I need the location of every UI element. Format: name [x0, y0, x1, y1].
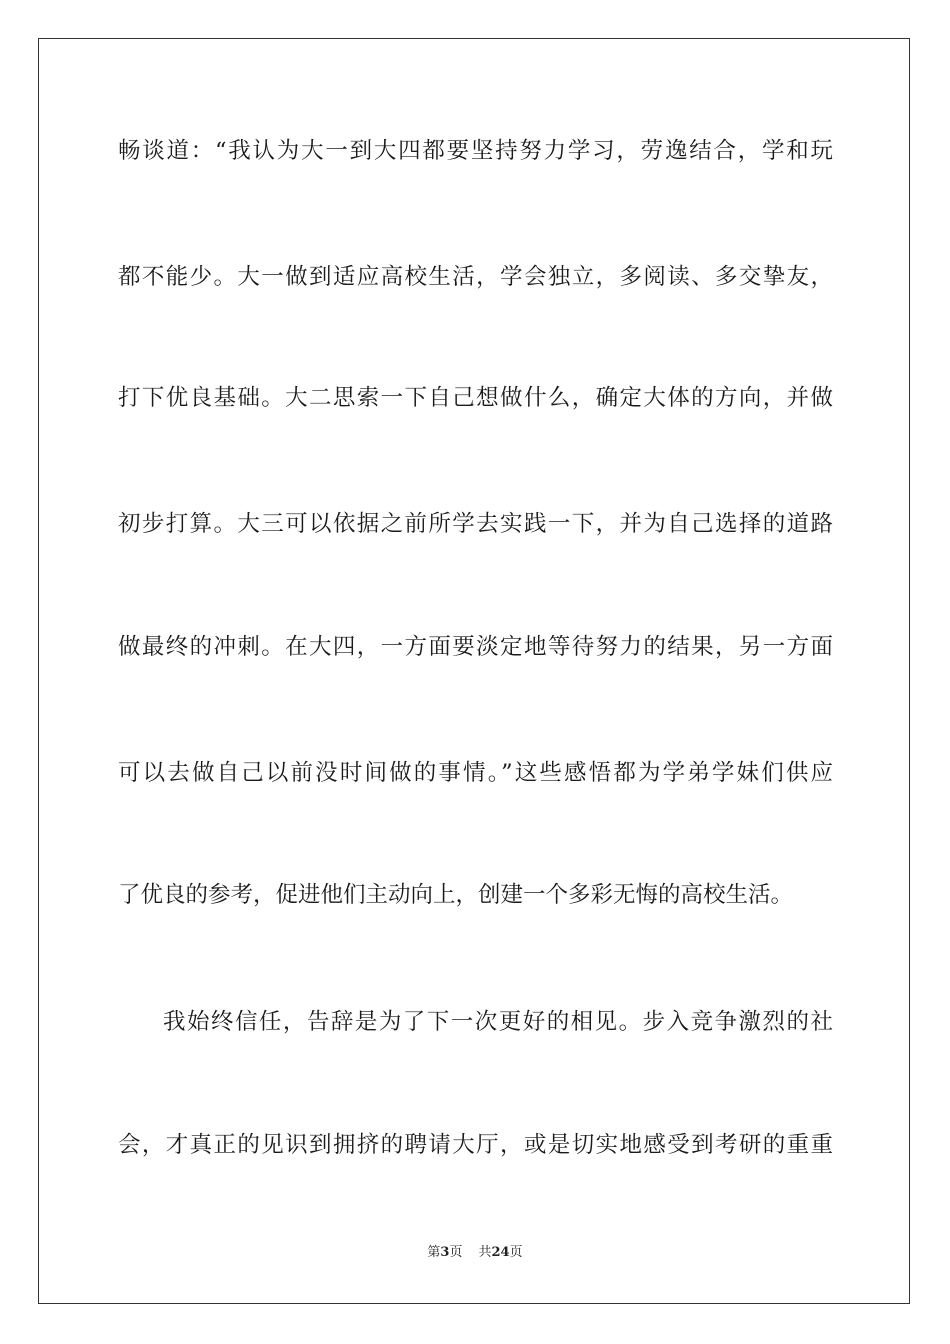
total-pages: 24: [491, 1245, 510, 1260]
page-suffix: 页: [449, 1245, 463, 1260]
paragraph-line: 打下优良基础。大二思索一下自己想做什么，确定大体的方向，并做: [118, 385, 833, 411]
paragraph-line: 可以去做自己以前没时间做的事情。”这些感悟都为学弟学妹们供应: [118, 760, 833, 786]
paragraph-line: 畅谈道：“我认为大一到大四都要坚持努力学习，劳逸结合，学和玩: [118, 138, 833, 164]
total-suffix: 页: [509, 1245, 523, 1260]
total-prefix: 共: [478, 1245, 492, 1260]
page-number: 3: [440, 1245, 450, 1260]
paragraph-line: 初步打算。大三可以依据之前所学去实践一下，并为自己选择的道路: [118, 511, 833, 537]
paragraph-line: 会，才真正的见识到拥挤的聘请大厅，或是切实地感受到考研的重重: [118, 1132, 833, 1158]
paragraph-line: 了优良的参考，促进他们主动向上，创建一个多彩无悔的高校生活。: [118, 882, 794, 908]
paragraph-line-indented: 我始终信任，告辞是为了下一次更好的相见。步入竞争激烈的社: [163, 1009, 833, 1035]
page-border: [38, 38, 910, 1304]
page-footer: [0, 1244, 950, 1262]
page-prefix: 第: [427, 1245, 441, 1260]
paragraph-line: 都不能少。大一做到适应高校生活，学会独立，多阅读、多交挚友，: [118, 264, 833, 290]
paragraph-line: 做最终的冲刺。在大四，一方面要淡定地等待努力的结果，另一方面: [118, 634, 833, 660]
